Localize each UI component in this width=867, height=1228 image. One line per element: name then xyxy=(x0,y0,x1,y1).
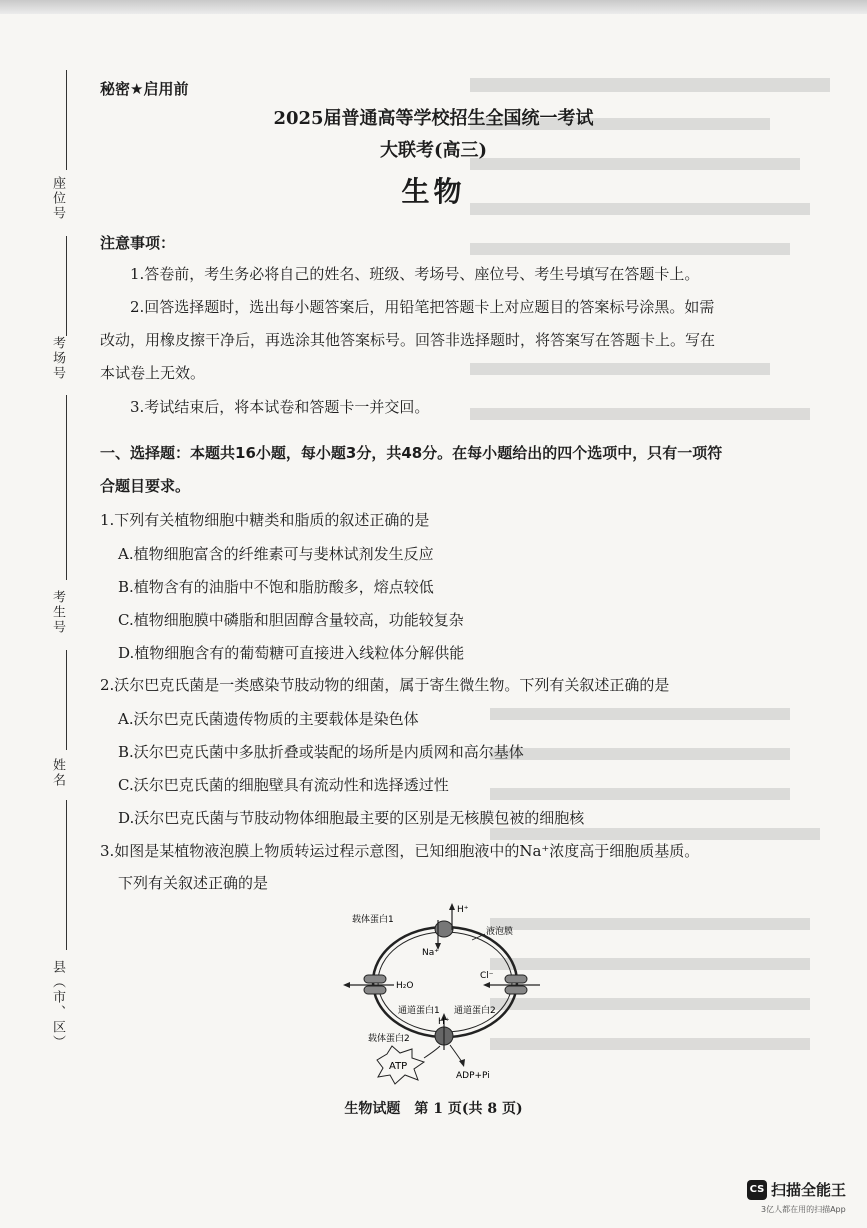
binding-line-2 xyxy=(66,236,67,336)
h-plus-bottom-label: H⁺ xyxy=(438,1017,450,1027)
question-1-option-c: C.植物细胞膜中磷脂和胆固醇含量较高，功能较复杂 xyxy=(118,611,464,629)
page-footer: 生物试题 第 1 页(共 8 页) xyxy=(344,1101,523,1117)
section-1-instructions-line-2: 合题目要求。 xyxy=(100,477,191,495)
question-1-option-b: B.植物含有的油脂中不饱和脂肪酸多，熔点较低 xyxy=(118,578,434,596)
channel-protein-2-upper xyxy=(505,975,527,983)
section-1-instructions-line-1: 一、选择题：本题共16小题，每小题3分，共48分。在每小题给出的四个选项中，只有一项符 xyxy=(100,444,723,462)
notice-item-1: 1.答卷前，考生务必将自己的姓名、班级、考场号、座位号、考生号填写在答题卡上。 xyxy=(130,265,700,283)
question-1-stem: 1.下列有关植物细胞中糖类和脂质的叙述正确的是 xyxy=(100,511,430,529)
question-2-option-c: C.沃尔巴克氏菌的细胞壁具有流动性和选择透过性 xyxy=(118,776,449,794)
notice-item-3: 3.考试结束后，将本试卷和答题卡一并交回。 xyxy=(130,398,430,416)
seat-number-label: 座位号 xyxy=(50,176,65,221)
candidate-number-label: 考生号 xyxy=(50,590,65,635)
atp-label: ATP xyxy=(389,1061,408,1072)
adp-pi-label: ADP+Pi xyxy=(456,1071,490,1081)
binding-line-3 xyxy=(66,395,67,580)
scanner-tagline: 3亿人都在用的扫描App xyxy=(761,1205,846,1214)
confidential-label: 秘密★启用前 xyxy=(100,80,189,98)
atp-to-carrier-arrow xyxy=(424,1046,440,1058)
question-1-option-a: A.植物细胞富含的纤维素可与斐林试剂发生反应 xyxy=(118,545,434,563)
notice-heading: 注意事项： xyxy=(100,234,176,252)
notice-item-2-line-2: 改动，用橡皮擦干净后，再选涂其他答案标号。回答非选择题时，将答案写在答题卡上。写在 xyxy=(100,331,716,349)
h-plus-export-arrowhead xyxy=(449,903,455,910)
channel-protein-2-label: 通道蛋白2 xyxy=(454,1006,496,1016)
channel-protein-1-lower xyxy=(364,986,386,994)
question-2-option-b: B.沃尔巴克氏菌中多肽折叠或装配的场所是内质网和高尔基体 xyxy=(118,743,524,761)
vacuole-membrane-transport-diagram xyxy=(340,900,570,1090)
water-flow-arrowhead xyxy=(343,982,350,988)
chloride-label: Cl⁻ xyxy=(480,971,494,981)
h-plus-top-label: H⁺ xyxy=(457,905,469,915)
name-label: 姓名 xyxy=(50,758,65,788)
carrier-protein-1-label: 载体蛋白1 xyxy=(352,915,394,925)
question-2-option-a: A.沃尔巴克氏菌遗传物质的主要载体是染色体 xyxy=(118,710,419,728)
question-2-option-d: D.沃尔巴克氏菌与节肢动物体细胞最主要的区别是无核膜包被的细胞核 xyxy=(118,809,585,827)
channel-protein-1-label: 通道蛋白1 xyxy=(398,1006,440,1016)
scanner-app-name: 扫描全能王 xyxy=(771,1181,847,1199)
subject-title: 生物 xyxy=(401,175,466,208)
adp-release-arrowhead xyxy=(459,1059,465,1067)
channel-protein-1-upper xyxy=(364,975,386,983)
scanner-logo-icon: CS xyxy=(747,1180,767,1200)
notice-item-2-line-1: 2.回答选择题时，选出每小题答案后，用铅笔把答题卡上对应题目的答案标号涂黑。如需 xyxy=(130,298,715,316)
question-3-stem-line-2: 下列有关叙述正确的是 xyxy=(118,874,269,892)
na-plus-label: Na⁺ xyxy=(422,948,439,958)
question-2-stem: 2.沃尔巴克氏菌是一类感染节肢动物的细菌，属于寄生微生物。下列有关叙述正确的是 xyxy=(100,676,670,694)
question-1-option-d: D.植物细胞含有的葡萄糖可直接进入线粒体分解供能 xyxy=(118,644,465,662)
question-3-stem-line-1: 3.如图是某植物液泡膜上物质转运过程示意图，已知细胞液中的Na⁺浓度高于细胞质基质。 xyxy=(100,842,700,860)
exam-room-label: 考场号 xyxy=(50,336,65,381)
scan-top-edge xyxy=(0,0,867,14)
binding-line-5 xyxy=(66,800,67,950)
water-label: H₂O xyxy=(396,981,414,991)
notice-item-2-line-3: 本试卷上无效。 xyxy=(100,364,206,382)
binding-line-4 xyxy=(66,650,67,750)
channel-protein-2-lower xyxy=(505,986,527,994)
exam-title: 2025届普通高等学校招生全国统一考试 xyxy=(273,108,594,129)
adp-release-arrow xyxy=(450,1045,462,1062)
carrier-protein-2-label: 载体蛋白2 xyxy=(368,1034,410,1044)
vacuole-membrane-label: 液泡膜 xyxy=(486,927,514,937)
exam-subtitle: 大联考(高三) xyxy=(379,140,488,161)
chloride-flow-arrowhead xyxy=(483,982,490,988)
county-label: 县（市、区） xyxy=(50,960,65,1050)
